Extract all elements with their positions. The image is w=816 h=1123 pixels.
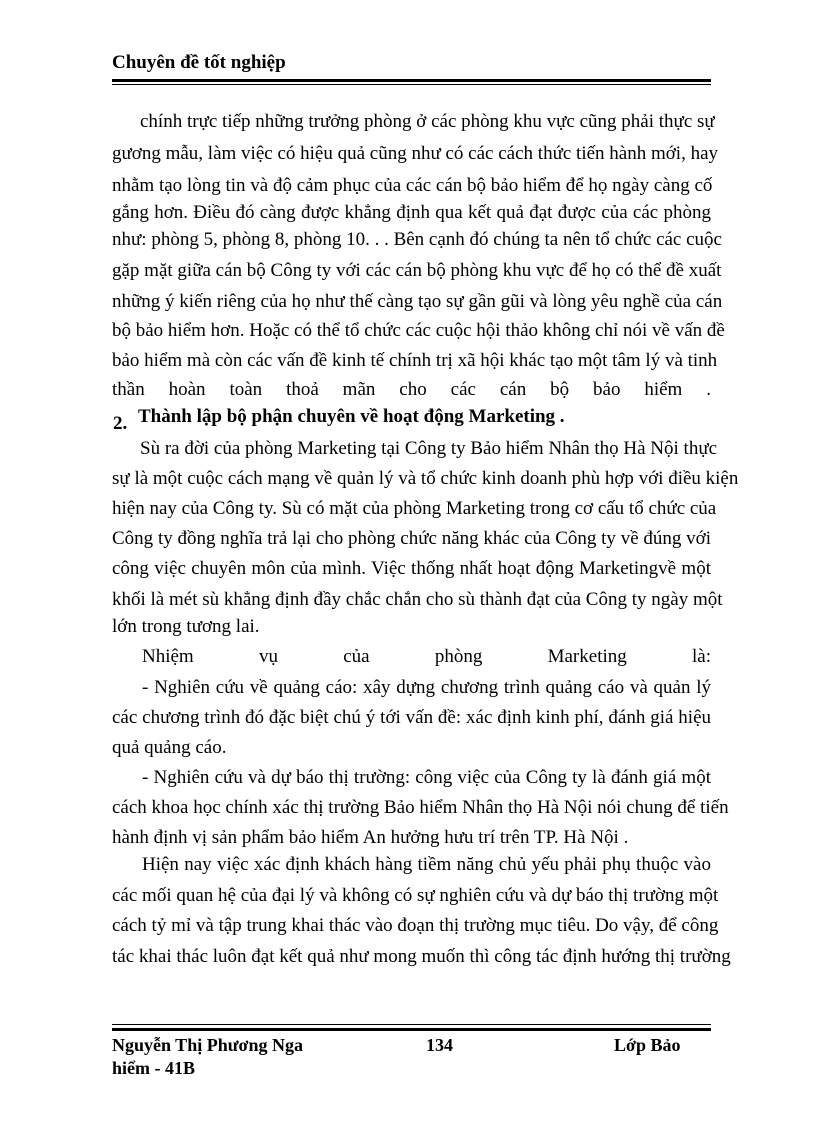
text-line: nhằm tạo lòng tin và độ cảm phục của các cán bộ bảo hiểm để họ ngày càng cố (112, 175, 713, 196)
section-number: 2. (113, 413, 128, 434)
text-line: tác khai thác luôn đạt kết quả như mong muốn thì công tác định hướng thị trường (112, 946, 731, 967)
text-line: những ý kiến riêng của họ như thế càng tạo sự gần gũi và lòng yêu nghề của cán (112, 291, 723, 312)
text-line: bộ bảo hiểm hơn. Hoặc có thể tổ chức các cuộc hội thảo không chỉ nói về vấn đề (112, 320, 725, 341)
footer-author-continued: hiểm - 41B (112, 1058, 195, 1078)
header-rule-thick (112, 79, 711, 82)
footer-page-number: 134 (426, 1035, 453, 1055)
text-line: các mối quan hệ của đại lý và không có sự nghiên cứu và dự báo thị trường một (112, 885, 719, 906)
footer-class: Lớp Bảo (614, 1035, 681, 1055)
section-title: Thành lập bộ phận chuyên về hoạt động Marketing . (138, 406, 565, 427)
text-line: như: phòng 5, phòng 8, phòng 10. . . Bên cạnh đó chúng ta nên tổ chức các cuộc (112, 229, 722, 250)
text-line: - Nghiên cứu về quảng cáo: xây dựng chương trình quảng cáo và quản lý (142, 677, 711, 698)
text-line: hiện nay của Công ty. Sù có mặt của phòng Marketing trong cơ cấu tổ chức của (112, 498, 717, 519)
text-line: - Nghiên cứu và dự báo thị trường: công việc của Công ty là đánh giá một (142, 767, 711, 788)
text-line: gặp mặt giữa cán bộ Công ty với các cán bộ phòng khu vực để họ có thể đề xuất (112, 260, 722, 281)
text-line: chính trực tiếp những trưởng phòng ở các phòng khu vực cũng phải thực sự (140, 111, 715, 132)
text-line: thần hoàn toàn thoả mãn cho các cán bộ bảo hiểm . (112, 379, 711, 400)
text-line: Sù ra đời của phòng Marketing tại Công ty Bảo hiểm Nhân thọ Hà Nội thực (140, 438, 718, 459)
text-line: khối là mét sù khẳng định đầy chắc chắn cho sù thành đạt của Công ty ngày một (112, 589, 723, 610)
header-rule-thin (112, 84, 711, 85)
text-line: quả quảng cáo. (112, 737, 227, 758)
text-line: cách tỷ mỉ và tập trung khai thác vào đoạn thị trường mục tiêu. Do vậy, để công (112, 915, 719, 936)
text-line: gắng hơn. Điều đó càng được khẳng định qua kết quả đạt được của các phòng (112, 202, 711, 223)
header-title: Chuyên đề tốt nghiệp (112, 52, 286, 73)
text-line: Nhiệm vụ của phòng Marketing là: (142, 646, 711, 667)
text-line: các chương trình đó đặc biệt chú ý tới vấn đề: xác định kinh phí, đánh giá hiệu (112, 707, 711, 728)
footer-rule-thick (112, 1028, 711, 1031)
text-line: gương mẫu, làm việc có hiệu quả cũng như có các cách thức tiến hành mới, hay (112, 143, 719, 164)
footer-author: Nguyễn Thị Phương Nga (112, 1035, 303, 1055)
text-line: sự là một cuộc cách mạng về quản lý và tổ chức kinh doanh phù hợp với điều kiện (112, 468, 739, 489)
text-line: Công ty đồng nghĩa trả lại cho phòng chức năng khác của Công ty về đúng với (112, 528, 711, 549)
footer-rule-thin (112, 1024, 711, 1025)
text-line: cách khoa học chính xác thị trường Bảo hiểm Nhân thọ Hà Nội nói chung để tiến (112, 797, 729, 818)
text-line: lớn trong tương lai. (112, 616, 260, 637)
text-line: hành định vị sản phẩm bảo hiểm An hưởng hưu trí trên TP. Hà Nội . (112, 827, 629, 848)
text-line: công việc chuyên môn của mình. Việc thống nhất hoạt động Marketingvề một (112, 558, 711, 579)
text-line: bảo hiểm mà còn các vấn đề kinh tế chính trị xã hội khác tạo một tâm lý và tinh (112, 350, 718, 371)
text-line: Hiện nay việc xác định khách hàng tiềm năng chủ yếu phải phụ thuộc vào (142, 854, 711, 875)
